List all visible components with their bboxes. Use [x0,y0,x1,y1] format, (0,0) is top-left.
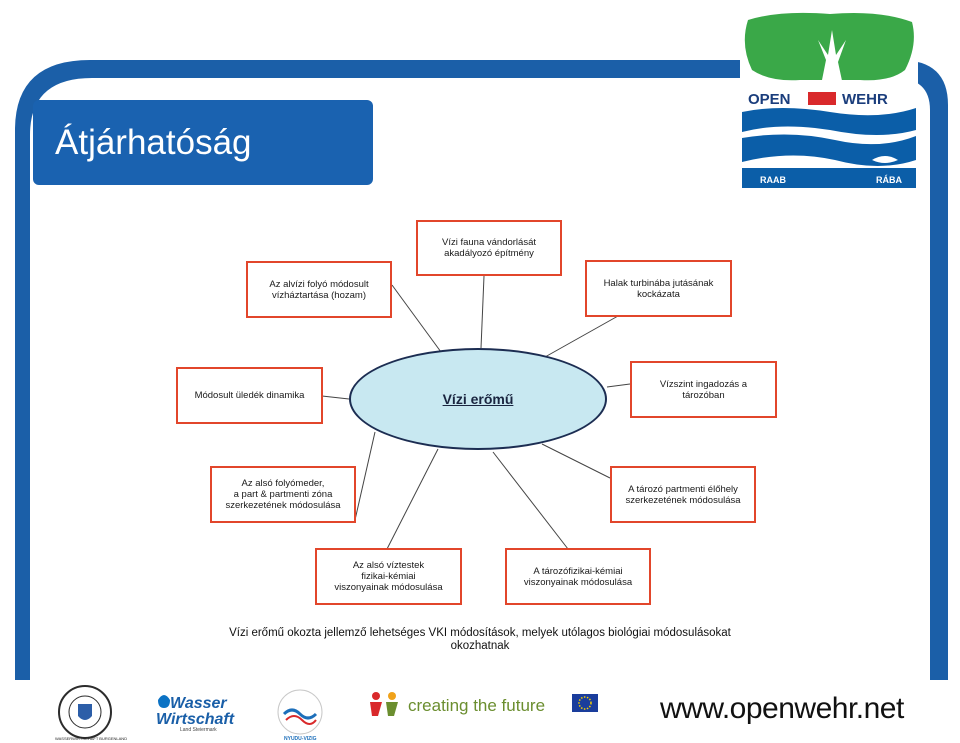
center-node-label: Vízi erőmű [442,391,514,407]
node-lower-left [210,466,356,523]
connector-top [481,276,484,348]
title-tab [33,100,373,185]
node-lower-right [610,466,756,523]
creating-the-future-text: creating the future [408,696,546,715]
node-top-text: Vízi fauna vándorlását akadályozó építmény [441,237,536,259]
node-lower-left-text: Az alsó folyómeder, a part & partmenti zóna szerkezetének módosulása [225,478,341,511]
logo-open-text: OPEN [748,91,791,108]
node-bottom-left [315,548,462,605]
ctf-people-icon [370,692,398,716]
node-mid-left [176,367,323,424]
connector-bottom-left [387,449,438,549]
node-mid-right [630,361,777,418]
wasser-text: Wasser [170,695,227,712]
logo-raba-text: RÁBA [876,175,902,185]
connector-mid-right [607,384,630,387]
node-bottom-right-text: A tározófizikai-kémiai viszonyainak módosulása [523,565,633,588]
node-mid-right-text: Vízszint ingadozás a tározóban [659,378,748,401]
wirtschaft-text: Wirtschaft [156,711,235,728]
connector-lower-right [542,444,610,478]
nyudu-vizig-text: NYUDU-VIZIG [284,736,317,742]
center-node [349,348,607,450]
node-bottom-right [505,548,651,605]
logo-wehr-text: WEHR [842,91,888,108]
node-upper-left [246,261,392,318]
node-bottom-left-text: Az alsó víztestek fizikai-kémiai viszonyainak módosulása [334,560,443,593]
website-url[interactable]: www.openwehr.net [660,692,904,725]
logo-flag-icon [808,92,836,105]
node-upper-right-text: Halak turbinába jutásának kockázata [603,277,714,300]
logo-raab-text: RAAB [760,175,786,185]
page-title: Átjárhatóság [55,122,252,162]
connector-upper-left [392,285,441,352]
diagram-caption: Vízi erőmű okozta jellemző lehetséges VKI módosítások, melyek utólagos biológiai módosulásokat okozhatnak [229,627,731,652]
connector-bottom-right [493,452,568,549]
wasser-drop-icon [158,695,170,708]
node-lower-right-text: A tározó partmenti élőhely szerkezetének módosulása [625,483,741,506]
connector-upper-right [545,316,618,357]
node-upper-left-text: Az alvízi folyó módosult vízháztartása (hozam) [269,278,369,301]
connector-mid-left [322,396,349,399]
burgenland-text: WASSERWIRTSCHAFT BURGENLAND [55,736,128,741]
node-mid-left-text: Módosult üledék dinamika [194,390,305,401]
connector-lower-left [355,432,375,520]
node-upper-right [585,260,732,317]
burgenland-emblem-icon [78,704,92,720]
land-steiermark-text: Land Steiermark [180,727,217,733]
node-top [416,220,562,276]
